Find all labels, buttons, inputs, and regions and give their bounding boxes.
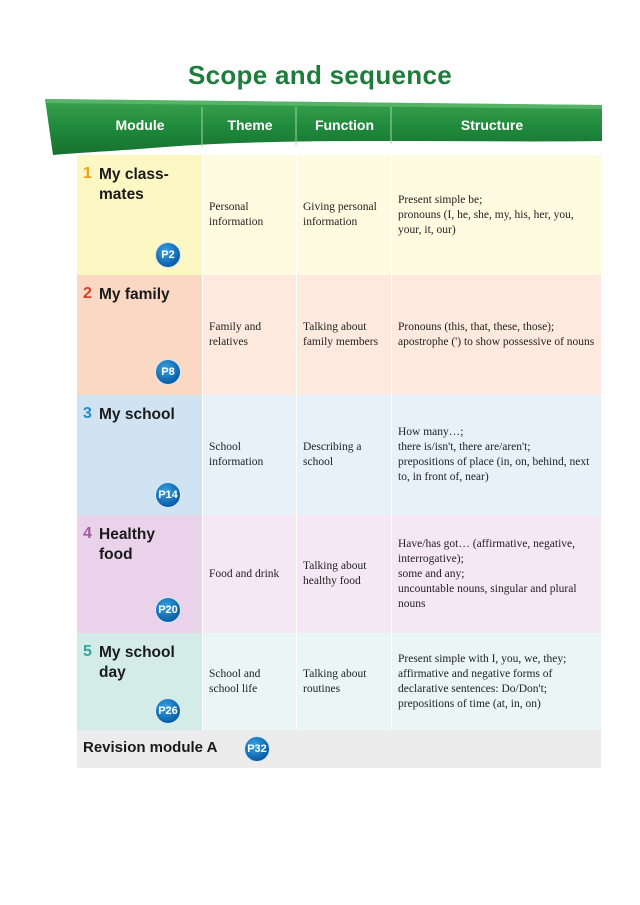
module-number: 3 bbox=[83, 405, 92, 422]
structure-cell: Present simple be; pronouns (I, he, she, my, his, her, you, your, it, our) bbox=[392, 155, 601, 275]
revision-page-badge[interactable]: P32 bbox=[245, 737, 269, 761]
function-cell: Talking about healthy food bbox=[297, 515, 392, 633]
module-name: My family bbox=[99, 286, 170, 303]
page-badge[interactable]: P26 bbox=[156, 699, 180, 723]
page-badge[interactable]: P2 bbox=[156, 243, 180, 267]
theme-cell: Food and drink bbox=[203, 515, 297, 633]
module-name: Healthy food bbox=[99, 526, 155, 563]
header-function: Function bbox=[314, 117, 375, 133]
theme-cell: School information bbox=[203, 395, 297, 515]
revision-row bbox=[77, 730, 601, 768]
table-row bbox=[77, 515, 601, 633]
structure-cell: How many…; there is/isn't, there are/aren't; prepositions of place (in, on, behind, next to, in front of, near) bbox=[392, 395, 601, 515]
function-cell: Talking about routines bbox=[297, 633, 392, 730]
revision-label: Revision module A bbox=[83, 739, 218, 756]
module-cell bbox=[77, 633, 203, 730]
structure-cell: Pronouns (this, that, these, those); apostrophe (') to show possessive of nouns bbox=[392, 275, 601, 395]
page-badge[interactable]: P8 bbox=[156, 360, 180, 384]
header-theme: Theme bbox=[227, 117, 273, 133]
module-cell bbox=[77, 275, 203, 395]
theme-cell: Personal information bbox=[203, 155, 297, 275]
header-module: Module bbox=[115, 117, 165, 133]
function-cell: Talking about family members bbox=[297, 275, 392, 395]
structure-cell: Present simple with I, you, we, they; affirmative and negative forms of declarative sentences: Do/Don't; prepositions of time (at, in, on) bbox=[392, 633, 601, 730]
module-cell bbox=[77, 515, 203, 633]
module-number: 4 bbox=[83, 525, 92, 542]
page-title: Scope and sequence bbox=[187, 60, 453, 90]
module-number: 2 bbox=[83, 285, 92, 302]
module-number: 5 bbox=[83, 643, 92, 660]
header-structure: Structure bbox=[460, 117, 524, 133]
function-cell: Giving personal information bbox=[297, 155, 392, 275]
page-badge[interactable]: P14 bbox=[156, 483, 180, 507]
table-row bbox=[77, 633, 601, 730]
table-row bbox=[77, 395, 601, 515]
module-number: 1 bbox=[83, 165, 92, 182]
module-name: My school bbox=[99, 406, 175, 423]
structure-cell: Have/has got… (affirmative, negative, interrogative); some and any; uncountable nouns, singular and plural nouns bbox=[392, 515, 601, 633]
module-name: My school day bbox=[99, 644, 175, 681]
module-cell bbox=[77, 155, 203, 275]
theme-cell: School and school life bbox=[203, 633, 297, 730]
module-cell bbox=[77, 395, 203, 515]
table-row bbox=[77, 155, 601, 275]
function-cell: Describing a school bbox=[297, 395, 392, 515]
page-badge[interactable]: P20 bbox=[156, 598, 180, 622]
theme-cell: Family and relatives bbox=[203, 275, 297, 395]
table-row bbox=[77, 275, 601, 395]
module-name: My class- mates bbox=[99, 166, 169, 203]
